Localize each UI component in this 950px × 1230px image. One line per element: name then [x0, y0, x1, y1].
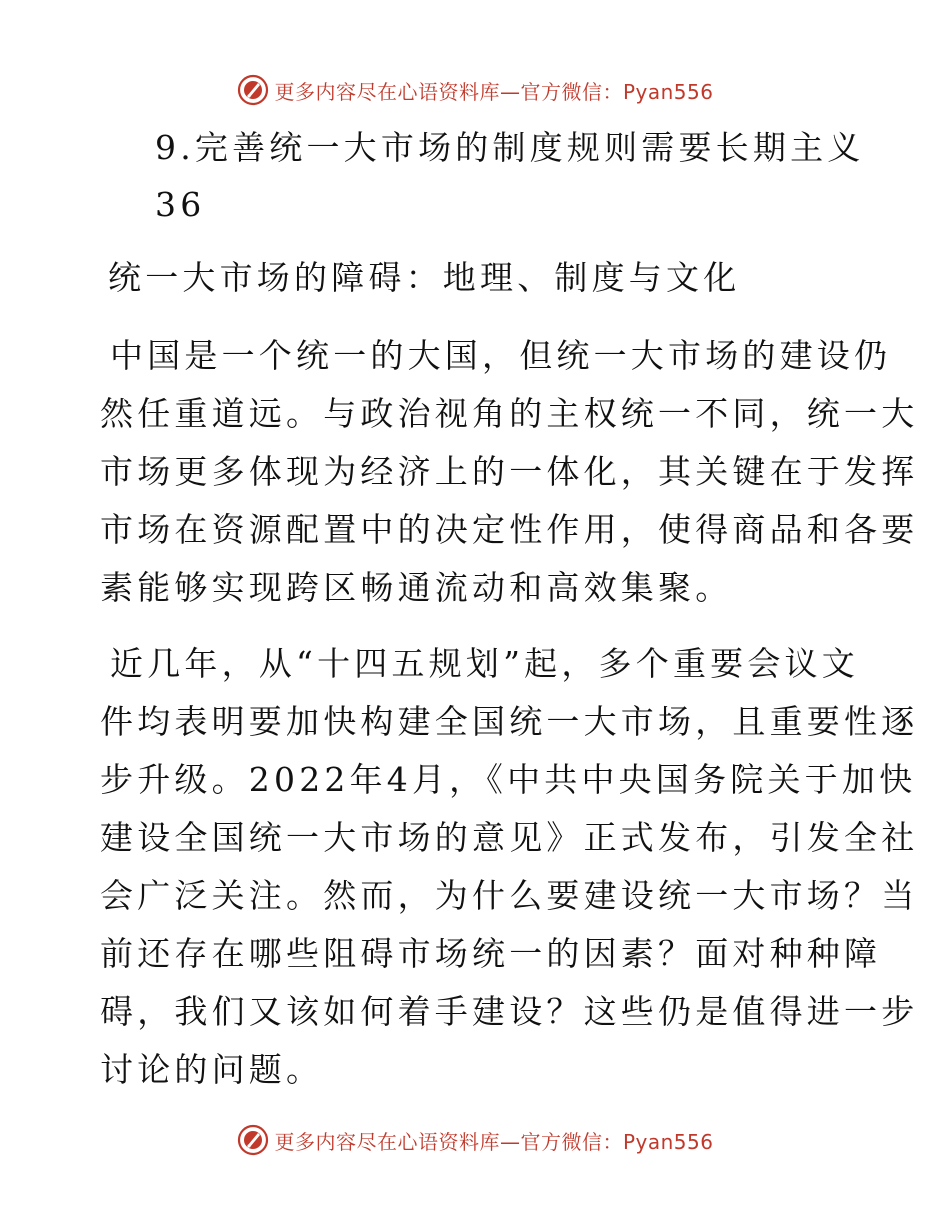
section-heading-line-2: 36 [155, 185, 206, 224]
paragraph-line: 然任重道远。与政治视角的主权统一不同，统一大 [100, 394, 919, 433]
paragraph-line: 步升级。2022年4月，《中共中央国务院关于加快 [100, 760, 917, 799]
watermark-footer [0, 1120, 950, 1160]
watermark-text: 更多内容尽在心语资料库—官方微信：Pyan556 [274, 79, 714, 104]
paragraph-line: 市场在资源配置中的决定性作用，使得商品和各要 [100, 510, 919, 549]
paragraph-line: 素能够实现跨区畅通流动和高效集聚。 [100, 568, 733, 607]
paragraph-line: 近几年，从“十四五规划”起，多个重要会议文 [110, 644, 859, 683]
pen-seal-logo-icon [236, 73, 270, 107]
paragraph-line: 中国是一个统一的大国，但统一大市场的建设仍 [110, 336, 892, 375]
watermark-text: 更多内容尽在心语资料库—官方微信：Pyan556 [274, 1129, 714, 1154]
paragraph-line: 碍，我们又该如何着手建设？这些仍是值得进一步 [100, 992, 919, 1031]
paragraph-line: 件均表明要加快构建全国统一大市场，且重要性逐 [100, 702, 919, 741]
paragraph-line: 前还存在哪些阻碍市场统一的因素？面对种种障 [100, 934, 882, 973]
paragraph-line: 建设全国统一大市场的意见》正式发布，引发全社 [100, 818, 919, 857]
section-heading-line-1: 9.完善统一大市场的制度规则需要长期主义 [155, 128, 865, 167]
subheading: 统一大市场的障碍：地理、制度与文化 [108, 258, 741, 297]
paragraph-line: 会广泛关注。然而，为什么要建设统一大市场？当 [100, 876, 919, 915]
paragraph-line: 市场更多体现为经济上的一体化，其关键在于发挥 [100, 452, 919, 491]
paragraph-line: 讨论的问题。 [100, 1050, 324, 1089]
pen-seal-logo-icon [236, 1123, 270, 1157]
watermark-header [0, 70, 950, 110]
